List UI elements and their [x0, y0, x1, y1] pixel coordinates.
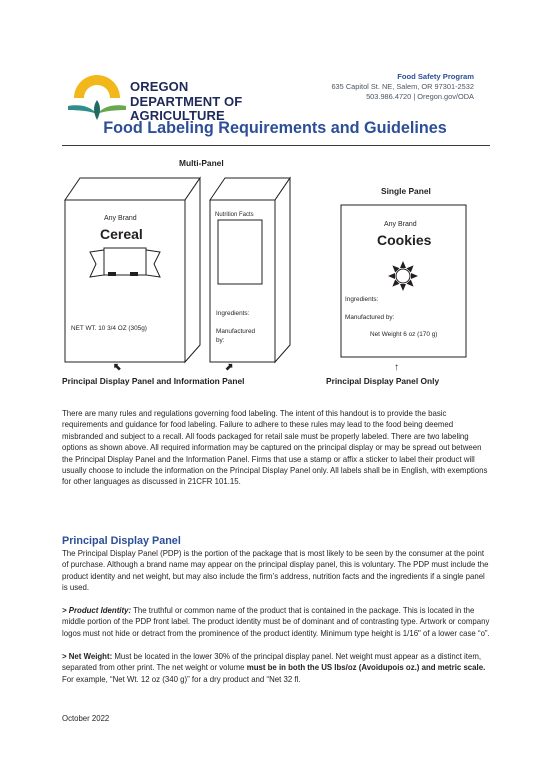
- nutrition-facts-label: Nutrition Facts: [215, 212, 254, 218]
- cookies-manufactured: Manufactured by:: [345, 314, 395, 321]
- net-weight-text-1: Must be located in the lower 30% of the principal display panel. Net weight must appear as a distinct item, separated from other print. The net weight or volume: [62, 652, 482, 673]
- program-name: Food Safety Program: [397, 72, 474, 81]
- caption-multi-panel: Principal Display Panel and Information Panel: [62, 376, 245, 386]
- logo-line-3: AGRICULTURE: [130, 108, 225, 123]
- single-panel-label: Single Panel: [381, 186, 431, 196]
- cookies-brand: Any Brand: [384, 221, 417, 228]
- section-heading-pdp: Principal Display Panel: [62, 535, 181, 547]
- net-weight-paragraph: [62, 651, 490, 685]
- cookies-net-weight: Net Weight 6 oz (170 g): [370, 331, 438, 338]
- cereal-brand: Any Brand: [104, 215, 137, 222]
- info-manufactured: Manufactured: [216, 328, 256, 335]
- cereal-product-identity: Cereal: [100, 226, 143, 242]
- footer-date: October 2022: [62, 714, 110, 723]
- cookies-ingredients: Ingredients:: [345, 296, 379, 303]
- info-manufactured-by: by:: [216, 337, 225, 344]
- page-title: Food Labeling Requirements and Guidelines: [103, 119, 447, 137]
- intro-paragraph: There are many rules and regulations governing food labeling. The intent of this handout is to provide the basic requirements and guidance for food labeling. Failure to adhere to these rules may lead to the food being deemed misbranded and subject to a recall. All foods packaged for retail sale must be properly labeled. There are two labeling options as shown above. All required information may be captured on the principal display or may be spread out between the Principal Display Panel and the Information Panel. Firms that use a stamp or affix a sticker to label their product will usually choose to include the information on the Principal Display Panel only. All labels shall be in English, with exemptions for other languages as discussed in 21CFR 101.15.: [62, 409, 488, 487]
- cookies-product-identity: Cookies: [377, 232, 432, 248]
- net-weight-text-2: For example, “Net Wt. 12 oz (340 g)” for a dry product and “Net 32 fl.: [62, 674, 301, 684]
- address: 635 Capitol St. NE, Salem, OR 97301-2532: [331, 82, 474, 91]
- product-identity-paragraph: [62, 605, 490, 639]
- net-weight-bold-text: must be in both the US lbs/oz (Avoidupois oz.) and metric scale.: [246, 663, 486, 673]
- cereal-net-weight: NET WT. 10 3/4 OZ (305g): [71, 325, 147, 332]
- arrow-up-right-icon: ⬈: [225, 362, 234, 373]
- multi-panel-label: Multi-Panel: [179, 158, 224, 168]
- sun-icon: [388, 261, 418, 291]
- arrow-up-icon: ↑: [394, 362, 399, 373]
- logo-line-2: DEPARTMENT OF: [130, 93, 243, 109]
- logo-line-1: OREGON: [130, 79, 189, 94]
- contact-line: 503.986.4720 | Oregon.gov/ODA: [366, 92, 474, 101]
- cereal-box: [65, 178, 200, 362]
- nutrition-facts-box: [218, 220, 262, 284]
- caption-single-panel: Principal Display Panel Only: [326, 376, 440, 386]
- product-identity-text: The truthful or common name of the product that is contained in the package. This is located in the middle portion of the PDP front label. The product identity must be of dominant and of contrasting type. Artwork or company logos must not hide or detract from the prominence of the product identity. Minimum type height is 1/16" of a lower case “o”.: [62, 606, 490, 638]
- arrow-up-left-icon: ⬉: [113, 362, 122, 373]
- pdp-paragraph: The Principal Display Panel (PDP) is the portion of the package that is most likely to be seen by the consumer at the point of purchase. Although a brand name may appear on the principal display panel, this is voluntary. The PDP must include the product identity and net weight, but may also include the firm’s address, nutrition facts and the ingredients if a single panel is used.: [62, 549, 489, 593]
- info-ingredients: Ingredients:: [216, 310, 250, 317]
- product-identity-label: > Product Identity:: [62, 606, 132, 615]
- net-weight-label: > Net Weight:: [62, 652, 113, 661]
